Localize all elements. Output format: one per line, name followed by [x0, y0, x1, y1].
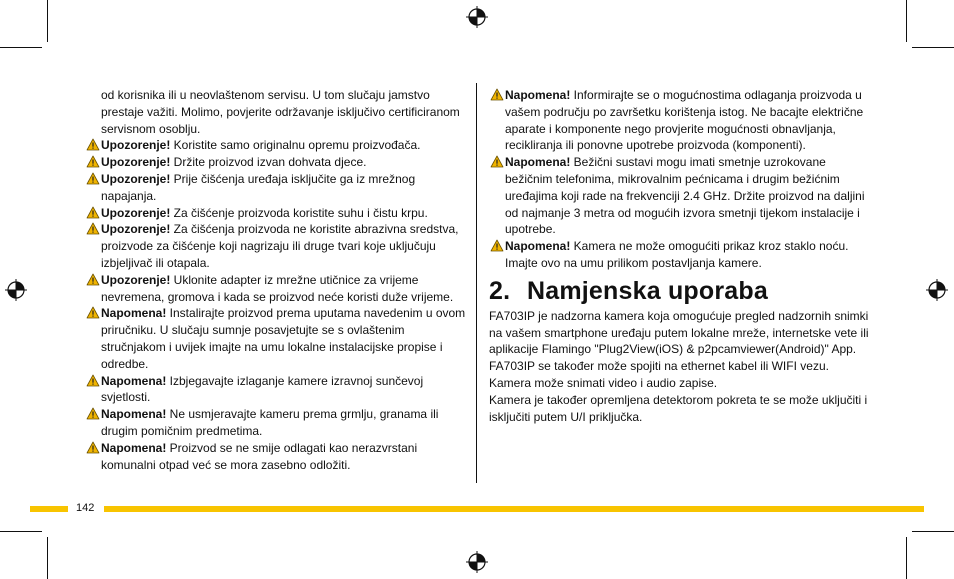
warning-triangle-icon — [490, 155, 504, 168]
notice-label: Napomena! — [101, 306, 167, 321]
right-column — [489, 87, 874, 425]
body-paragraph: Kamera može snimati video i audio zapise. — [489, 375, 718, 390]
crop-mark — [0, 531, 42, 532]
notice-item — [489, 87, 874, 154]
notice-item — [489, 154, 874, 238]
crop-mark — [906, 0, 907, 42]
crosshair-icon — [466, 6, 488, 28]
body-paragraph: FA703IP je nadzorna kamera koja omogućuje pregled nadzornih snimki na vašem smartphone uređaju putem lokalne mreže, internetske vete ili aplikacije Flamingo "Plug2View(iOS) & p2pcamviewer(Android)" App. FA703IP se također može spojiti na ethernet kabel ili WIFI vezu. — [489, 308, 869, 374]
notice-text: Za čišćenje proizvoda koristite suhu i čistu krpu. — [170, 205, 428, 220]
notice-label: Napomena! — [505, 155, 571, 170]
crop-mark — [47, 537, 48, 579]
warning-triangle-icon — [490, 88, 504, 101]
crop-mark — [0, 47, 42, 48]
crosshair-icon — [926, 279, 948, 301]
notice-label: Napomena! — [101, 407, 167, 422]
section-heading — [489, 276, 874, 306]
notice-item — [85, 406, 469, 440]
footer-bar-right — [104, 506, 924, 512]
warning-triangle-icon — [86, 374, 100, 387]
warning-triangle-icon — [86, 273, 100, 286]
crosshair-icon — [5, 279, 27, 301]
footer-bar-left — [30, 506, 68, 512]
crop-mark — [912, 47, 954, 48]
notice-item — [85, 221, 469, 271]
notice-text: Kamera ne može omogućiti prikaz kroz staklo noću. Imajte ovo na umu prilikom postavljanja kamere. — [505, 239, 849, 270]
notice-label: Napomena! — [505, 239, 571, 254]
notice-item — [85, 305, 469, 372]
notice-label: Napomena! — [101, 440, 167, 455]
notice-text: Izbjegavajte izlaganje kamere izravnoj sunčevoj svjetlosti. — [101, 373, 424, 405]
notice-item — [85, 137, 469, 154]
intro-paragraph: od korisnika ili u neovlaštenom servisu. U tom slučaju jamstvo prestaje važiti. Molimo, povjerite održavanje isključivo certificiranom servisnom osoblju. — [101, 88, 460, 136]
left-column — [85, 87, 469, 473]
warning-triangle-icon — [86, 407, 100, 420]
page-number: 142 — [76, 502, 95, 514]
warning-triangle-icon — [86, 306, 100, 319]
notice-label: Upozorenje! — [101, 138, 171, 153]
warning-triangle-icon — [490, 239, 504, 252]
notice-text: Koristite samo originalnu opremu proizvođača. — [170, 138, 421, 153]
notice-item — [85, 171, 469, 205]
notice-label: Napomena! — [505, 88, 571, 102]
notice-text: Uklonite adapter iz mrežne utičnice za vrijeme nevremena, gromova i kada se proizvod neće koristi duže vrijeme. — [101, 272, 454, 304]
notice-text: Držite proizvod izvan dohvata djece. — [170, 155, 367, 170]
notice-item — [489, 238, 874, 272]
notice-item — [85, 205, 469, 222]
notice-text: Ne usmjeravajte kameru prema grmlju, granama ili drugim pomičnim predmetima. — [101, 407, 439, 438]
notice-item — [85, 272, 469, 306]
notice-label: Upozorenje! — [101, 155, 171, 170]
warning-triangle-icon — [86, 155, 100, 168]
warning-triangle-icon — [86, 206, 100, 219]
crop-mark — [906, 537, 907, 579]
warning-triangle-icon — [86, 138, 100, 151]
notice-text: Za čišćenja proizvoda ne koristite abrazivna sredstva, proizvode za čišćenje koji nagrizaju ili druge tvari koje uključuju izbjeljivač ili otapala. — [101, 222, 459, 270]
notice-label: Upozorenje! — [101, 171, 171, 186]
notice-label: Napomena! — [101, 373, 167, 388]
notice-item — [85, 154, 469, 171]
body-paragraph: Kamera je također opremljena detektorom pokreta te se može uključiti i isključiti putem U/I priključka. — [489, 392, 868, 424]
notice-item — [85, 373, 469, 407]
notice-text: Instalirajte proizvod prema uputama navedenim u ovom priručniku. U slučaju sumnje posavjetujte se s ovlaštenim stručnjakom i uvijek imajte na umu lokalne instalacijske propise i odredbe. — [101, 306, 466, 371]
column-divider — [476, 83, 477, 483]
warning-triangle-icon — [86, 222, 100, 235]
notice-label: Upozorenje! — [101, 222, 171, 237]
notice-label: Upozorenje! — [101, 205, 171, 220]
warning-triangle-icon — [86, 441, 100, 454]
notice-text: Proizvod se ne smije odlagati kao nerazvrstani komunalni otpad već se mora zasebno odložiti. — [101, 440, 418, 472]
notice-text: Informirajte se o mogućnostima odlaganja proizvoda u vašem području po završetku korištenja istog. Ne bacajte električne aparate i komponente nego provjerite mogućnosti obnavljanja, recikliranja ili ponovne upotrebe proizvoda (komponenti). — [505, 88, 864, 153]
crop-mark — [47, 0, 48, 42]
notice-label: Upozorenje! — [101, 272, 171, 287]
crosshair-icon — [466, 551, 488, 573]
section-number: 2. — [489, 276, 511, 305]
notice-text: Prije čišćenja uređaja isključite ga iz mrežnog napajanja. — [101, 171, 416, 203]
notice-item — [85, 440, 469, 474]
warning-triangle-icon — [86, 172, 100, 185]
crop-mark — [912, 531, 954, 532]
section-title: Namjenska uporaba — [527, 276, 768, 305]
notice-text: Bežični sustavi mogu imati smetnje uzrokovane bežičnim telefonima, mikrovalnim pećnicama i drugim bežićnim uređajima koji rade na frekvenciji 2.4 GHz. Držite proizvod na daljini od najmanje 3 metra od mogućih izvora smetnji tijekom instalacije i upotrebe. — [505, 155, 865, 237]
